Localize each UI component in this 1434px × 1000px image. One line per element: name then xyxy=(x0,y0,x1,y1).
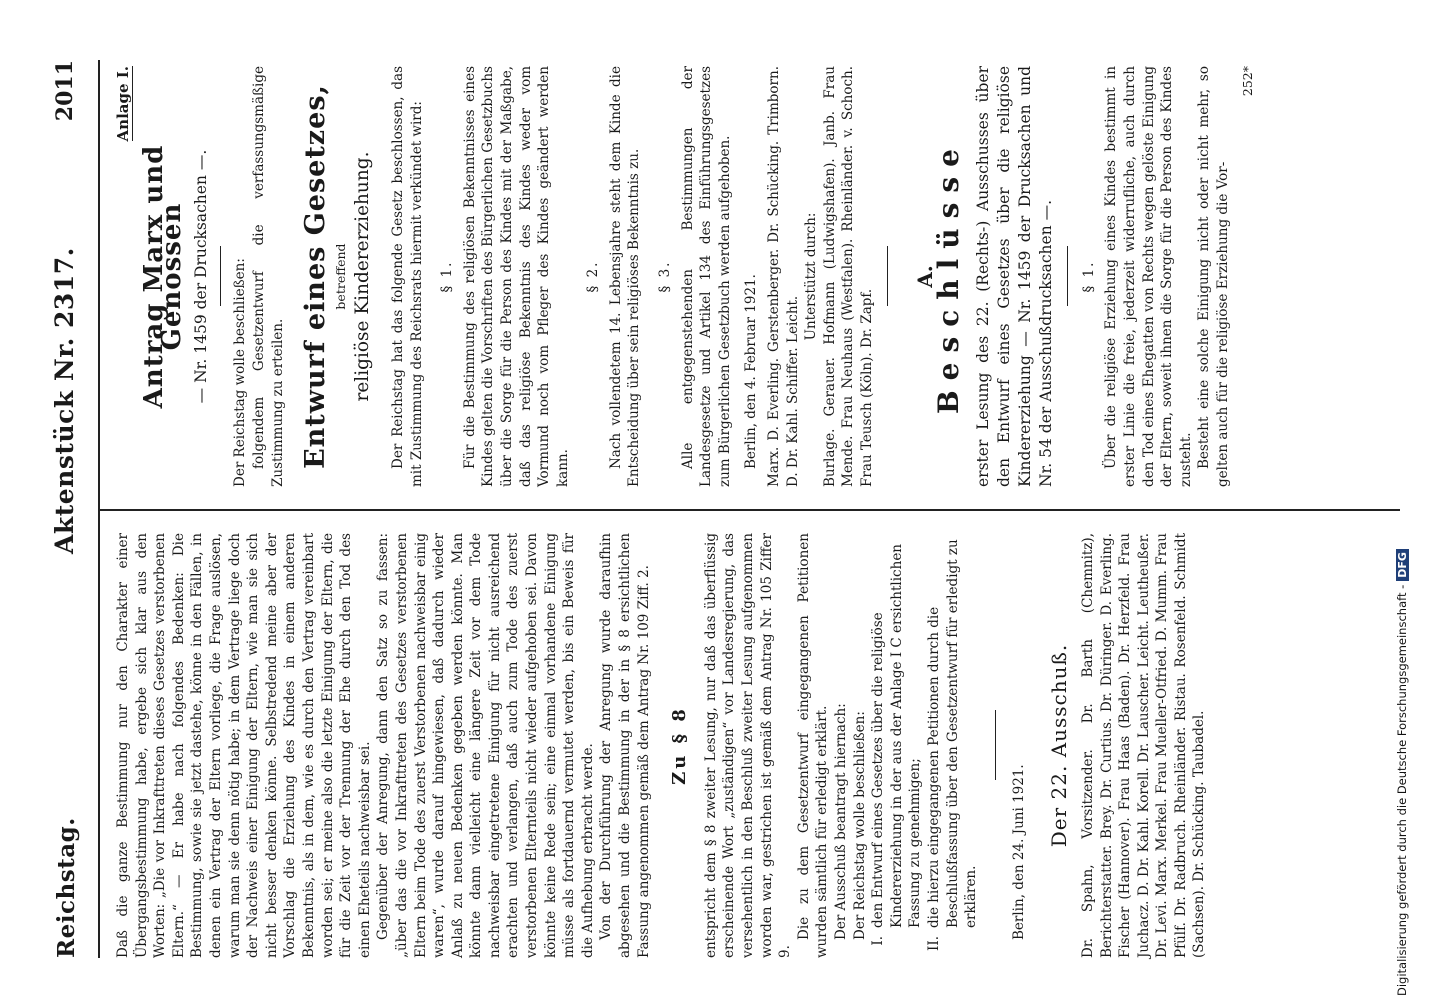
paragraph: Der Ausschuß beantragt hiernach: xyxy=(832,703,849,940)
section-letter: A. xyxy=(912,265,937,288)
motion-item-2 xyxy=(925,533,981,958)
paragraph: Über die religiöse Erziehung eines Kindes bestimmt in erster Linie die freie, jederzeit widerrufliche, auch durch den Tod eines Ehegatten von Rechts wegen gelöste Einigung der Eltern, soweit ihnen die Sorge für die Person des Kindes zusteht. xyxy=(1103,66,1194,487)
paragraph: Für die Bestimmung des religiösen Bekenntnisses eines Kindes gelten die Vorschriften des Bürgerlichen Gesetzbuchs über die Sorge für die Person des Kindes mit der Maßgabe, daß das religiöse Bekenntnis des Kindes weder vom Vormund noch vom Pfleger des Kindes geändert werden kann. xyxy=(461,66,571,487)
page-number: 2011 xyxy=(52,60,78,122)
draft-law-title: Entwurf eines Gesetzes, xyxy=(300,84,332,469)
section-marker: § 3. xyxy=(657,260,674,293)
divider xyxy=(220,247,221,307)
divider xyxy=(1067,247,1068,307)
paragraph: Daß die ganze Bestimmung nur den Charakter einer Übergangsbestimmung habe, ergebe sich klar aus den Worten: „Die vor Inkrafttreten dieses Gesetzes verstorbenen Eltern.“ — Er habe nach folgendes Bedenken: Die Bestimmung, sowie sie jetzt dastehe, könne in den Fällen, in denen ein Vertrag der Eltern vorliege, die Frage auslösen, warum man sie denn nötig habe; in dem Vertrage liege doch der Nachweis einer Einigung der Eltern, wie man sie sich nicht besser denken könne. Selbstredend meine aber der Vorschlag die Erziehung des Kindes in einem anderen Bekenntnis, als in dem, wie es durch den Vertrag vereinbart worden sei; er meine also die letzte Einigung der Eltern, die für die Zeit vor der Trennung der Ehe durch den Tod des einen Eheteils nachweisbar sei. xyxy=(115,533,373,958)
signature-mark: 252* xyxy=(1239,66,1255,97)
draft-law-subject: religiöse Kindererziehung. xyxy=(352,151,374,402)
header-document-number: Aktenstück Nr. 2317. xyxy=(50,247,79,554)
motion-item-1 xyxy=(869,533,925,958)
date-line: Berlin, den 4. Februar 1921. xyxy=(743,274,760,469)
left-column xyxy=(100,509,1400,958)
paragraph: Der Reichstag wolle beschließen: xyxy=(851,711,868,940)
paragraph: Gegenüber der Anregung, dann den Satz so zu fassen: „über das die vor Inkrafttreten des Gesetzes verstorbenen Eltern beim Tode des zuerst Verstorbenen nachweisbar einig waren“, wurde darauf hingewiesen, daß dadurch wieder Anlaß zu neuen Bedenken gegeben werden könnte. Man könnte dann vielleicht eine längere Zeit vor dem Tode nachweisbar eingetretene Einigung für nicht ausreichend erachten und verlangen, daß auch zum Tode des zuerst verstorbenen Elternteils nicht wieder aufgehoben sei. Davon könnte keine Rede sein; eine einmal vorhandene Einigung müsse als fortdauernd vermutet werden, bis ein Beweis für die Aufhebung erbracht werde. xyxy=(375,533,596,958)
section-marker: § 1. xyxy=(439,260,456,293)
appendix-label: Anlage I. xyxy=(114,66,132,142)
resolutions-heading: Beschlüsse xyxy=(932,139,966,414)
paragraph: Nach vollendetem 14. Lebensjahre steht dem Kinde die Entscheidung über sein religiöses Bekenntnis zu. xyxy=(607,66,643,487)
paragraph: entspricht dem § 8 zweiter Lesung, nur daß das überflüssig erscheinende Wort „zuständigen“ vor Landesregierung, das versehentlich in den Beschluß zweiter Lesung aufgenommen worden war, gestrichen ist gemäß dem Antrag Nr. 105 Ziffer 9. xyxy=(702,533,794,958)
section-marker: § 1. xyxy=(1080,260,1097,293)
digitization-credit xyxy=(1395,6,1409,996)
paragraph: folgendem Gesetzentwurf die verfassungsmäßige Zustimmung zu erteilen. xyxy=(250,66,286,487)
motion-title: Antrag Marx und Genossen xyxy=(138,144,188,409)
right-column xyxy=(100,60,1400,509)
list-number: II. xyxy=(925,936,942,951)
support-line: Unterstützt durch: xyxy=(803,212,820,341)
divider xyxy=(995,711,996,781)
paragraph: Von der Durchführung der Anregung wurde daraufhin abgesehen und die Bestimmung in der in § 8 ersichtlichen Fassung angenommen gemäß dem Antrag Nr. 109 Ziff. 2. xyxy=(598,533,652,958)
dfg-logo: DFG xyxy=(1396,549,1409,581)
paragraph: Alle entgegenstehenden Bestimmungen der Landesgesetze und Artikel 134 des Einführungsgesetzes zum Bürgerlichen Gesetzbuch werden aufgehoben. xyxy=(679,66,733,487)
paragraph: Die zu dem Gesetzentwurf eingegangenen Petitionen wurden sämtlich für erledigt erklärt. xyxy=(795,533,831,958)
section-marker: § 2. xyxy=(585,260,602,293)
paragraph: Der Reichstag hat das folgende Gesetz beschlossen, das mit Zustimmung des Reichsrats hiermit verkündet wird: xyxy=(389,66,425,487)
list-number: I. xyxy=(870,936,887,946)
paragraph: Der Reichstag wolle beschließen: xyxy=(232,258,249,487)
two-column-body xyxy=(100,60,1400,958)
draft-law-betreffend: betreffend xyxy=(332,243,348,310)
credit-text: Digitalisierung gefördert durch die Deutsche Forschungsgemeinschaft - xyxy=(1395,584,1409,996)
date-line: Berlin, den 24. Juni 1921. xyxy=(1010,764,1027,940)
committee-members: Dr. Spahn, Vorsitzender. Dr. Barth (Chemnitz), Berichterstatter. Brey. Dr. Curtius. Dr. Düringer. D. Everling. Fischer (Hannover). Frau Haas (Baden). Dr. Herzfeld. Frau Juchacz. D. Dr. Kahl. Korell. Dr. Lauscher. Leicht. Leutheußer. Dr. Levi. Marx. Merkel. Frau Mueller-Otfried. D. Mumm. Frau Pfülf. Dr. Radbruch. Rheinländer. Ristau. Rosenfeld. Schmidt (Sachsen). Dr. Schücking. Taubadel. xyxy=(1079,533,1208,958)
list-text: den Entwurf eines Gesetzes über die religiöse Kindererziehung in der aus der Anlage I C ersichtlichen Fassung zu genehmigen; xyxy=(870,544,924,928)
committee-heading: Der 22. Ausschuß. xyxy=(1047,643,1072,848)
divider xyxy=(887,247,888,307)
header-left: Reichstag. xyxy=(53,817,80,958)
section-heading-zu-8: Zu § 8 xyxy=(669,706,691,785)
list-text: die hierzu eingegangenen Petitionen durch die Beschlußfassung über den Gesetzentwurf für erledigt zu erklären. xyxy=(925,539,980,928)
resolutions-intro: erster Lesung des 22. (Rechts-) Ausschusses über den Entwurf eines Gesetzes über die religiöse Kindererziehung — Nr. 1459 der Drucksachen und Nr. 54 der Ausschußdrucksachen —. xyxy=(973,66,1055,487)
supporters: Burlage. Gerauer. Hofmann (Ludwigshafen). Janb. Frau Mende. Frau Neuhaus (Westfalen). Rheinländer. v. Schoch. Frau Teusch (Köln). Dr. Zapf. xyxy=(821,66,875,487)
motion-subtitle: — Nr. 1459 der Drucksachen —. xyxy=(191,149,210,404)
paragraph: Besteht eine solche Einigung nicht oder nicht mehr, so gelten auch für die religiöse Erziehung die Vor- xyxy=(1196,66,1231,487)
running-header xyxy=(38,60,100,958)
signatories: Marx. D. Everling. Gerstenberger. Dr. Schücking. Trimborn. D. Dr. Kahl. Schiffer. Leicht. xyxy=(766,66,801,487)
